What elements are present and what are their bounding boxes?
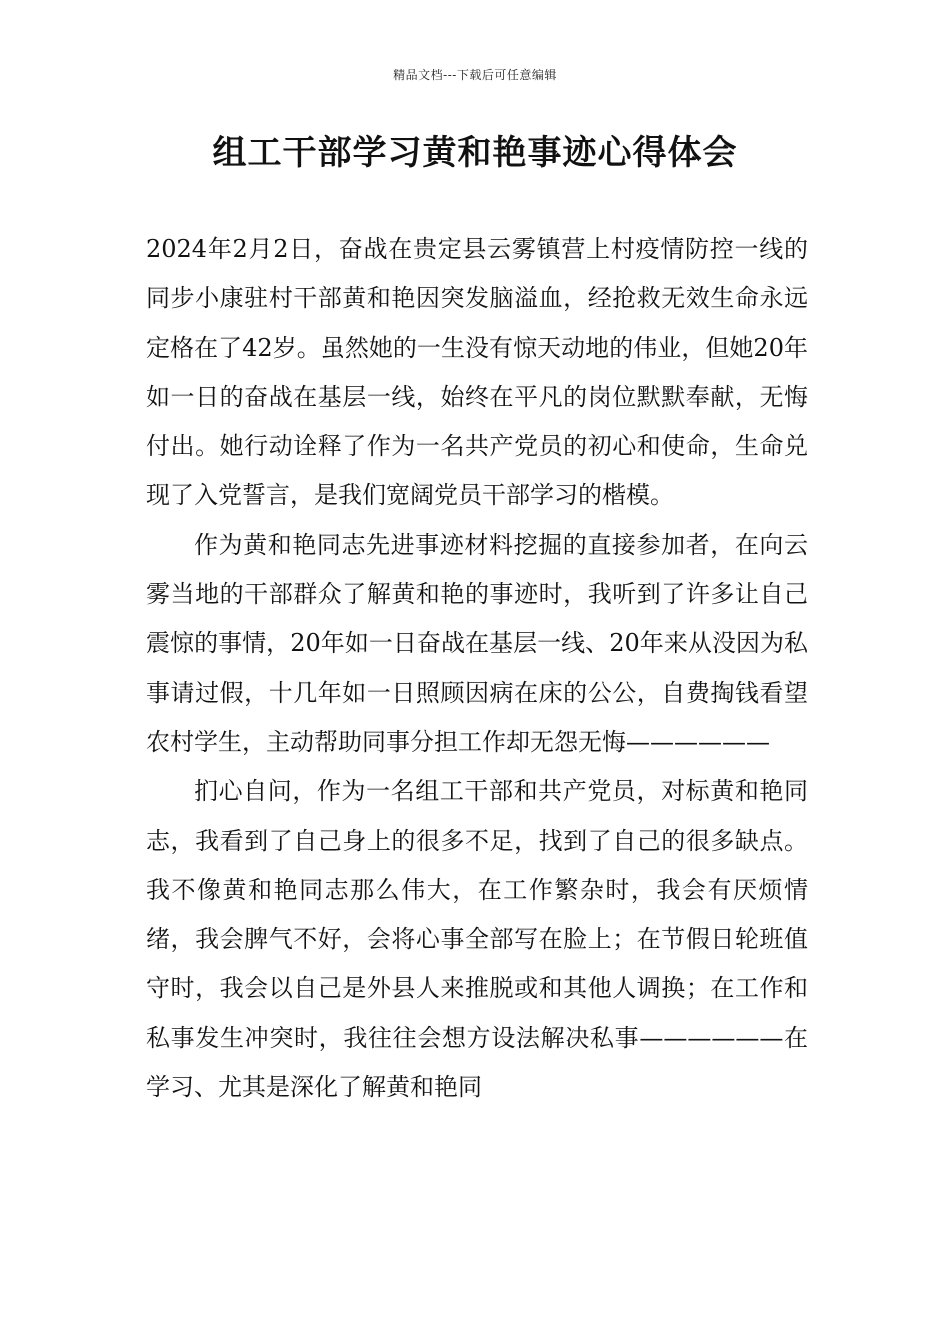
paragraph-2: 作为黄和艳同志先进事迹材料挖掘的直接参加者，在向云雾当地的干部群众了解黄和艳的事迹时，我听到了许多让自己震惊的事情，20年如一日奋战在基层一线、20年来从没因为私事请过假，十几年如一日照顾因病在床的公公，自费掏钱看望农村学生，主动帮助同事分担工作却无怨无悔—————— <box>146 530 808 756</box>
document-body <box>146 225 808 1112</box>
header-note: 精品文档---下载后可任意编辑 <box>393 68 557 82</box>
paragraph-3: 扪心自问，作为一名组工干部和共产党员，对标黄和艳同志，我看到了自己身上的很多不足，找到了自己的很多缺点。我不像黄和艳同志那么伟大，在工作繁杂时，我会有厌烦情绪，我会脾气不好，会将心事全部写在脸上；在节假日轮班值守时，我会以自己是外县人来推脱或和其他人调换；在工作和私事发生冲突时，我往往会想方设法解决私事——————在学习、尤其是深化了解黄和艳同 <box>146 777 808 1102</box>
document-title: 组工干部学习黄和艳事迹心得体会 <box>212 133 738 173</box>
paragraph-1: 2024年2月2日，奋战在贵定县云雾镇营上村疫情防控一线的同步小康驻村干部黄和艳因突发脑溢血，经抢救无效生命永远定格在了42岁。虽然她的一生没有惊天动地的伟业，但她20年如一日的奋战在基层一线，始终在平凡的岗位默默奉献，无悔付出。她行动诠释了作为一名共产党员的初心和使命，生命兑现了入党誓言，是我们宽阔党员干部学习的楷模。 <box>146 235 808 510</box>
